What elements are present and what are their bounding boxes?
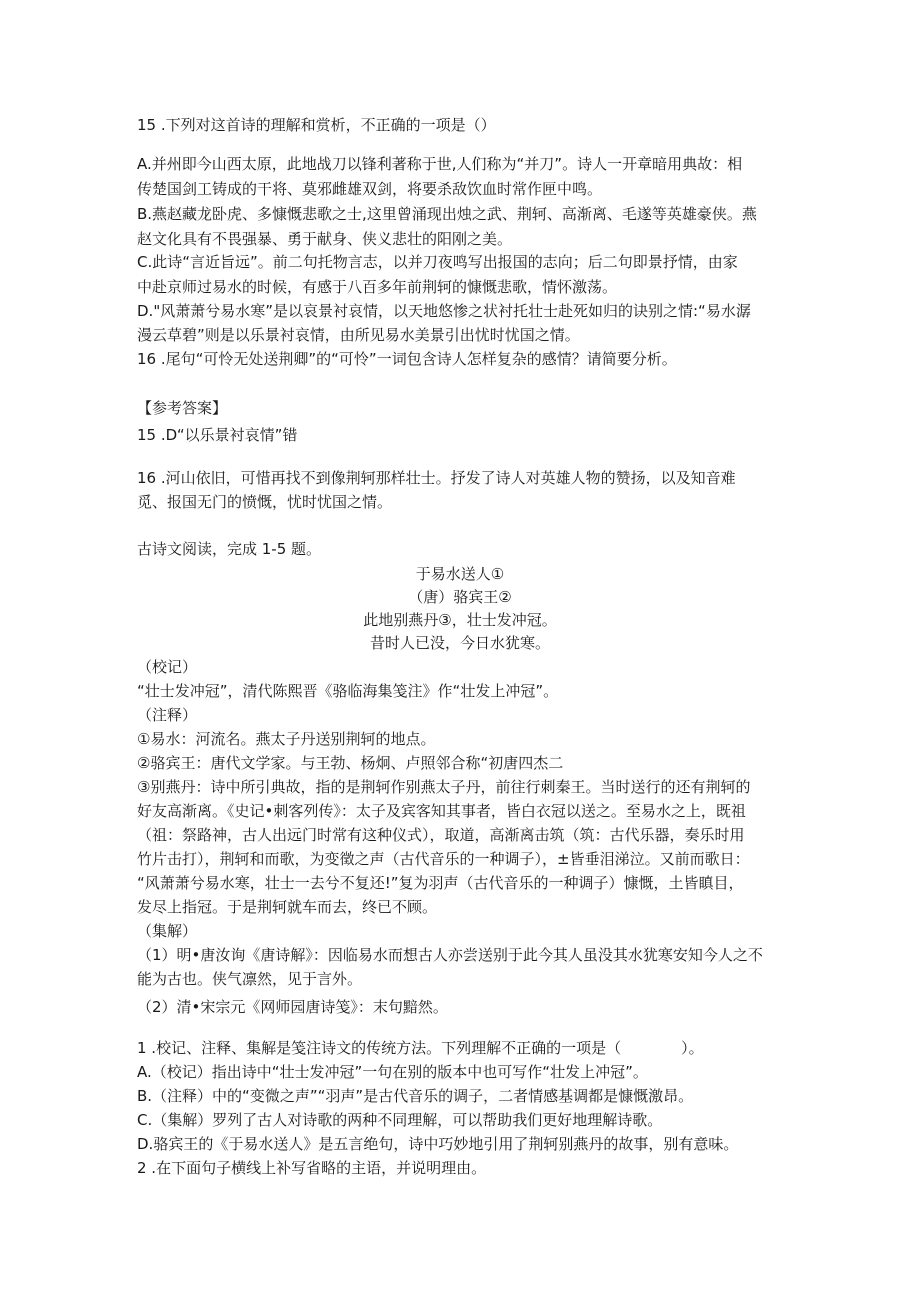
question-15-option-d-line-1: D."风萧萧兮易水寒”是以哀景衬哀情，以天地悠惨之状衬托壮士赴死如归的诀别之情:“易水潺 (137, 302, 751, 320)
question-1-option-c: C.（集解）罗列了古人对诗歌的两种不同理解，可以帮助我们更好地理解诗歌。 (137, 1111, 663, 1129)
collation-label: （校记） (137, 658, 198, 676)
question-15-option-a-line-1: A.并州即今山西太原，此地战刀以锋利著称于世,人们称为“并刀”。诗人一开章暗用典故：相 (137, 155, 743, 173)
answer-16-line-2: 觅、报国无门的愤慨，忧时忧国之情。 (137, 493, 393, 511)
collation-text: “壮士发冲冠”，清代陈熙晋《骆临海集笺注》作“壮发上冲冠”。 (137, 682, 559, 700)
poem-author: （唐）骆宾王② (408, 588, 512, 606)
question-15-option-c-line-2: 中赴京师过易水的时候，有感于八百多年前荆轲的慷慨悲歌，情怀激荡。 (137, 278, 618, 296)
question-15-option-d-line-2: 漫云草碧”则是以乐景衬哀情，由所见易水美景引出忧时忧国之情。 (137, 326, 580, 344)
note-3-line-5: “风萧萧兮易水寒，壮士一去兮不复还!”复为羽声（古代音乐的一种调子）慷慨，土皆瞋目， (137, 874, 744, 892)
comment-1-line-1: （1）明•唐汝询《唐诗解》：因临易水而想古人亦尝送别于此今其人虽没其水犹寒安知今人之不 (137, 946, 763, 964)
note-3-line-2: 好友高渐离。《史记•刺客列传》：太子及宾客知其事者，皆白衣冠以送之。至易水之上，既祖 (137, 802, 746, 820)
note-3-line-4: 竹片击打），荆轲和而歌，为变徵之声（古代音乐的一种调子），±皆垂泪涕泣。又前而歌日： (137, 850, 750, 868)
notes-label: （注释） (137, 706, 198, 724)
reading-intro: 古诗文阅读，完成 1-5 题。 (137, 540, 322, 558)
note-2: ②骆宾王：唐代文学家。与王勃、杨炯、卢照邻合称“初唐四杰二 (137, 754, 564, 772)
answer-15: 15 .D“以乐景衬哀情”错 (137, 426, 298, 444)
question-1-option-d: D.骆宾王的《于易水送人》是五言绝句，诗中巧妙地引用了荆轲别燕丹的故事，别有意味。 (137, 1135, 739, 1153)
question-15-option-c-line-1: C.此诗“言近旨远”。前二句托物言志，以并刀夜鸣写出报国的志向；后二句即景抒情，由家 (137, 253, 738, 271)
comments-label: （集解） (137, 922, 198, 940)
question-15-option-b-line-1: B.燕赵藏龙卧虎、多慷慨悲歌之士,这里曾涌现出烛之武、荆轲、高渐离、毛遂等英雄豪侠。燕 (137, 205, 757, 223)
question-1-option-b: B.（注释）中的“变微之声”“羽声”是古代音乐的调子，二者情感基调都是慷慨激昂。 (137, 1087, 694, 1105)
answer-16-line-1: 16 .河山依旧，可惜再找不到像荆轲那样壮士。抒发了诗人对英雄人物的赞扬，以及知音难 (137, 469, 736, 487)
poem-title: 于易水送人① (415, 565, 505, 583)
question-1-title: 1 .校记、注释、集解是笺注诗文的传统方法。下列理解不正确的一项是（ ）。 (137, 1039, 704, 1057)
question-1-option-a: A.（校记）指出诗中“壮士发冲冠”一句在别的版本中也可写作“壮发上冲冠”。 (137, 1063, 648, 1081)
question-15-title: 15 .下列对这首诗的理解和赏析，不正确的一项是（） (137, 116, 496, 134)
note-3-line-6: 发尽上指冠。于是荆轲就车而去，终已不顾。 (137, 898, 438, 916)
question-15-option-b-line-2: 赵文化具有不畏强暴、勇于献身、侠义悲壮的阳刚之美。 (137, 230, 513, 248)
note-3-line-1: ③别燕丹：诗中所引典故，指的是荆轲作别燕太子丹，前往行刺秦王。当时送行的还有荆轲的 (137, 778, 751, 796)
question-16-title: 16 .尾句“可怜无处送荆卿”的“可怜”一词包含诗人怎样复杂的感情？请简要分析。 (137, 350, 677, 368)
poem-line-1: 此地别燕丹③，壮士发冲冠。 (363, 611, 557, 629)
question-2-title: 2 .在下面句子横线上补写省略的主语，并说明理由。 (137, 1159, 487, 1177)
note-1: ①易水：河流名。燕太子丹送别荆轲的地点。 (137, 730, 436, 748)
comment-2: （2）清•宋宗元《网师园唐诗笺》：末句黯然。 (137, 998, 448, 1016)
question-15-option-a-line-2: 传楚国剑工铸成的干将、莫邪雌雄双剑，将要杀敌饮血时常作匣中鸣。 (137, 180, 603, 198)
note-3-line-3: （祖：祭路神，古人出远门时常有这种仪式），取道，高渐离击筑（筑：古代乐器，奏乐时用 (137, 826, 745, 844)
answers-heading: 【参考答案】 (137, 399, 228, 417)
comment-1-line-2: 能为古也。侠气凛然，见于言外。 (137, 970, 363, 988)
poem-line-2: 昔时人已没，今日水犹寒。 (369, 634, 550, 652)
